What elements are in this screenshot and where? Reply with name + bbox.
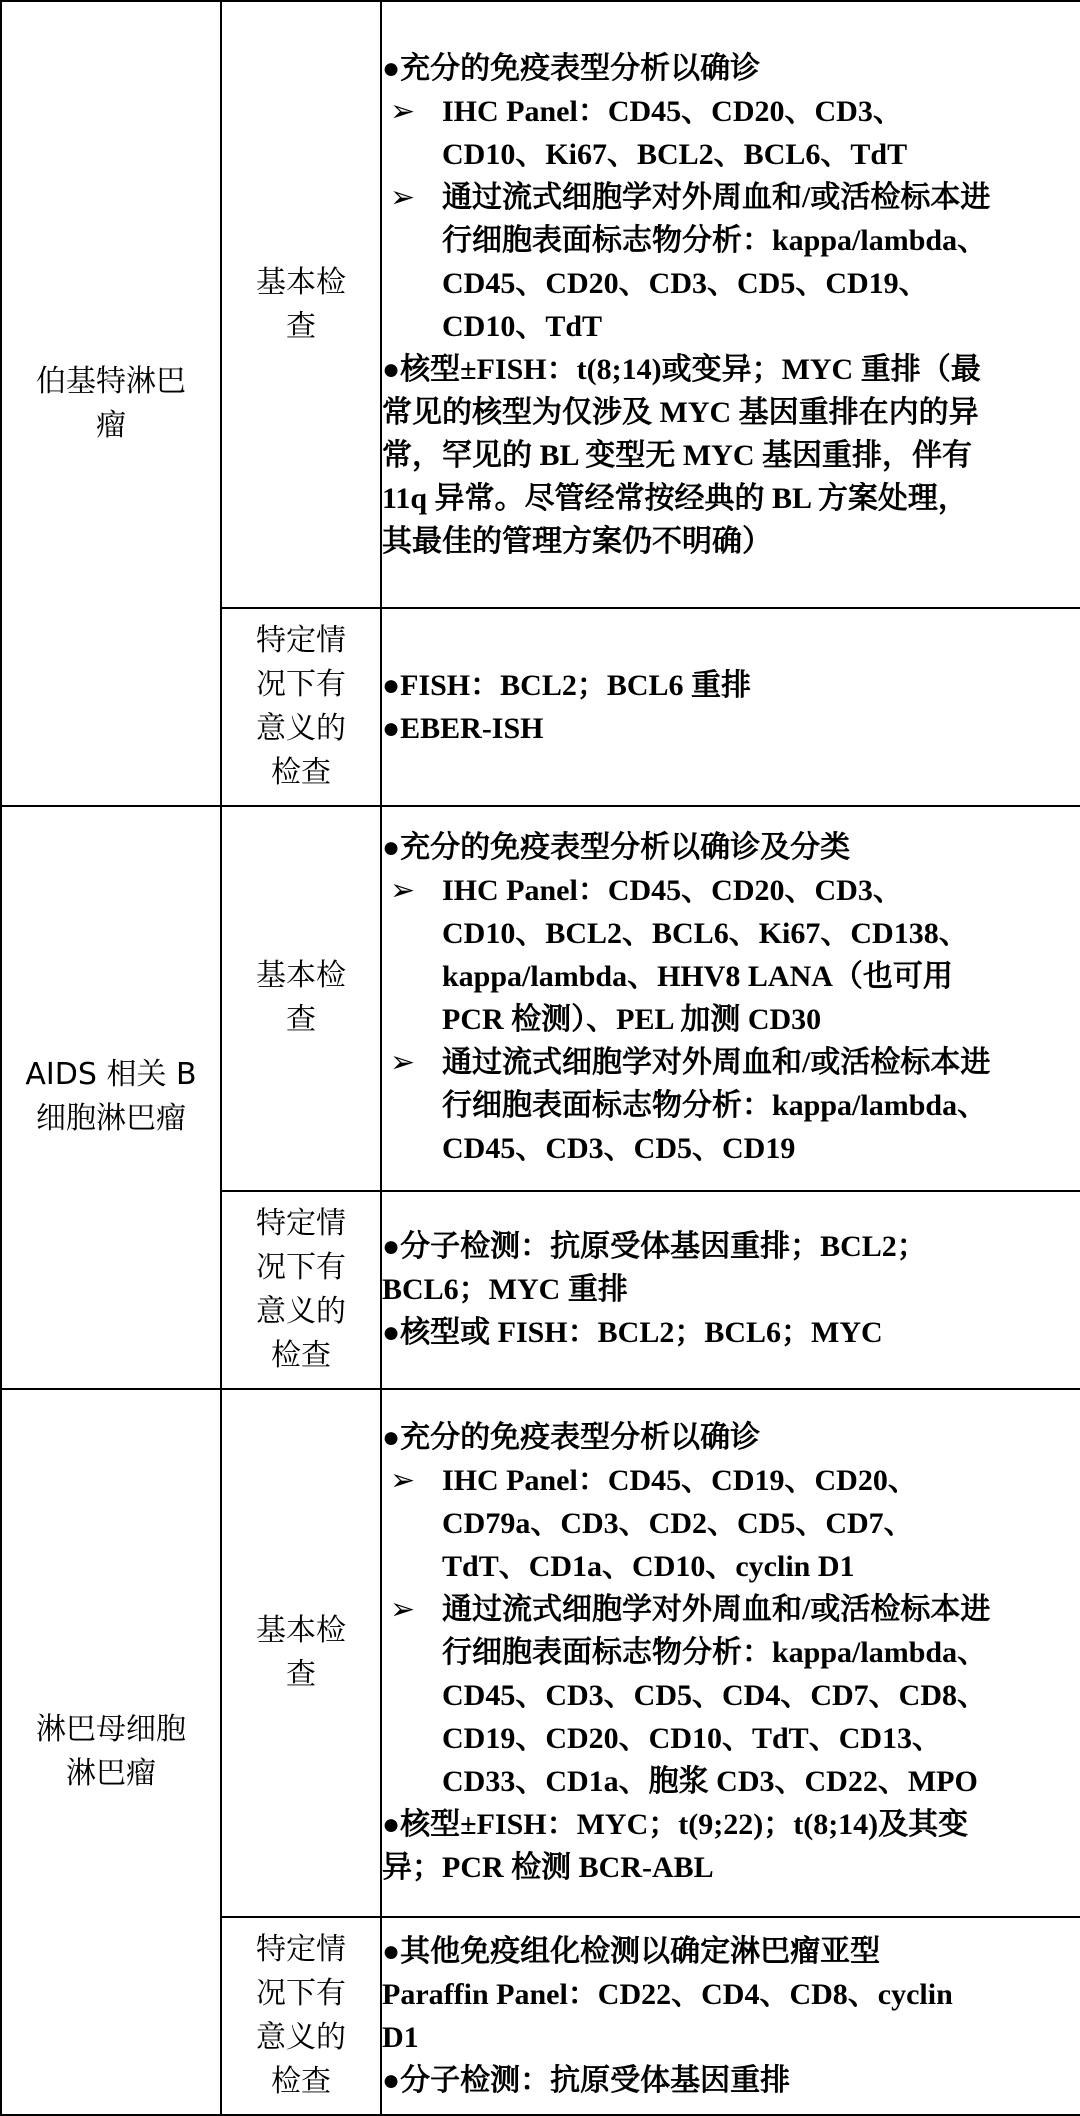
- sub-item-continuation: PCR 检测）、PEL 加测 CD30: [442, 1003, 822, 1037]
- sub-item-continuation: CD45、CD3、CD5、CD4、CD7、CD8、: [442, 1679, 987, 1713]
- disease-name-line: AIDS 相关 B: [25, 1057, 197, 1093]
- disease-name-cell: [1, 1, 221, 806]
- bullet-item-line: ●充分的免疫表型分析以确诊: [382, 51, 761, 85]
- basic-exam-label: [221, 806, 381, 1191]
- table-row: [1, 806, 1080, 1191]
- sub-item-continuation: kappa/lambda、HHV8 LANA（也可用: [442, 960, 953, 994]
- basic-exam-details: [381, 806, 1080, 1191]
- basic-exam-details: [381, 1389, 1080, 1917]
- special-exam-label: [221, 608, 381, 806]
- sub-item-line: [382, 90, 1080, 133]
- arrow-bullet-icon: ➢: [390, 874, 416, 908]
- text-line: 常见的核型为仅涉及 MYC 基因重排在内的异: [382, 395, 979, 429]
- bullet-item-line: ●其他免疫组化检测以确定淋巴瘤亚型: [382, 1935, 881, 1969]
- arrow-bullet-icon: ➢: [390, 180, 416, 214]
- category-label-line: 检查: [271, 1337, 331, 1373]
- bullet-item-line: ●核型±FISH：t(8;14)或变异；MYC 重排（最: [382, 352, 981, 386]
- basic-exam-label: [221, 1, 381, 608]
- bullet-item-line: ●核型±FISH：MYC；t(9;22)；t(8;14)及其变: [382, 1808, 969, 1842]
- disease-name-line: 淋巴母细胞: [36, 1711, 186, 1747]
- text-line: 异；PCR 检测 BCR-ABL: [382, 1851, 714, 1885]
- bullet-item-line: ●EBER-ISH: [382, 712, 544, 746]
- category-label-line: 意义的: [256, 711, 346, 747]
- category-label-line: 况下有: [256, 1976, 346, 2012]
- sub-item-continuation: CD33、CD1a、胞浆 CD3、CD22、MPO: [442, 1765, 978, 1799]
- category-label-line: 意义的: [256, 1293, 346, 1329]
- category-label-line: 意义的: [256, 2020, 346, 2056]
- category-label-line: 查: [286, 1002, 316, 1038]
- special-exam-details: [381, 1191, 1080, 1389]
- special-exam-label: [221, 1191, 381, 1389]
- text-line: D1: [382, 2021, 419, 2055]
- sub-item-text: 通过流式细胞学对外周血和/或活检标本进: [442, 1593, 991, 1627]
- sub-item-text: IHC Panel：CD45、CD20、CD3、: [442, 874, 903, 908]
- disease-name-line: 淋巴瘤: [66, 1755, 156, 1791]
- category-label-line: 查: [286, 1656, 316, 1692]
- category-label-line: 检查: [271, 2064, 331, 2100]
- category-label-line: 特定情: [256, 1205, 346, 1241]
- sub-item-text: 通过流式细胞学对外周血和/或活检标本进: [442, 1046, 991, 1080]
- sub-item-continuation: CD10、BCL2、BCL6、Ki67、CD138、: [442, 917, 969, 951]
- bullet-item-line: ●分子检测：抗原受体基因重排: [382, 2064, 791, 2098]
- bullet-item-line: ●FISH：BCL2；BCL6 重排: [382, 669, 752, 703]
- disease-name-cell: [1, 806, 221, 1389]
- sub-item-continuation: CD45、CD20、CD3、CD5、CD19、: [442, 266, 929, 300]
- sub-item-line: [382, 176, 1080, 219]
- text-line: Paraffin Panel：CD22、CD4、CD8、cyclin: [382, 1978, 953, 2012]
- table-row: [1, 1389, 1080, 1917]
- sub-item-continuation: CD10、TdT: [442, 309, 603, 343]
- arrow-bullet-icon: ➢: [390, 1464, 416, 1498]
- category-label-line: 基本检: [256, 958, 346, 994]
- sub-item-text: IHC Panel：CD45、CD20、CD3、: [442, 94, 903, 128]
- bullet-item-line: ●充分的免疫表型分析以确诊及分类: [382, 831, 851, 865]
- sub-item-line: [382, 869, 1080, 912]
- sub-item-line: [382, 1459, 1080, 1502]
- disease-name-cell: [1, 1389, 221, 2115]
- arrow-bullet-icon: ➢: [390, 1046, 416, 1080]
- disease-name-line: 伯基特淋巴: [36, 363, 186, 399]
- arrow-bullet-icon: ➢: [390, 94, 416, 128]
- category-label-line: 况下有: [256, 667, 346, 703]
- disease-name-line: 瘤: [96, 407, 126, 443]
- disease-name-line: 细胞淋巴瘤: [36, 1101, 186, 1137]
- category-label-line: 基本检: [256, 264, 346, 300]
- category-label-line: 特定情: [256, 1932, 346, 1968]
- bullet-item-line: ●分子检测：抗原受体基因重排；BCL2；: [382, 1230, 927, 1264]
- table-row: [1, 1, 1080, 608]
- sub-item-line: [382, 1588, 1080, 1631]
- sub-item-continuation: 行细胞表面标志物分析：kappa/lambda、: [442, 1636, 988, 1670]
- sub-item-continuation: CD19、CD20、CD10、TdT、CD13、: [442, 1722, 943, 1756]
- sub-item-continuation: CD79a、CD3、CD2、CD5、CD7、: [442, 1507, 914, 1541]
- sub-item-text: 通过流式细胞学对外周血和/或活检标本进: [442, 180, 991, 214]
- sub-item-continuation: CD10、Ki67、BCL2、BCL6、TdT: [442, 137, 908, 171]
- bullet-item-line: ●核型或 FISH：BCL2；BCL6；MYC: [382, 1316, 883, 1350]
- sub-item-continuation: 行细胞表面标志物分析：kappa/lambda、: [442, 223, 988, 257]
- special-exam-label: [221, 1917, 381, 2115]
- special-exam-details: [381, 608, 1080, 806]
- text-line: 11q 异常。尽管经常按经典的 BL 方案处理，: [382, 481, 968, 515]
- arrow-bullet-icon: ➢: [390, 1593, 416, 1627]
- sub-item-continuation: CD45、CD3、CD5、CD19: [442, 1132, 796, 1166]
- sub-item-continuation: 行细胞表面标志物分析：kappa/lambda、: [442, 1089, 988, 1123]
- category-label-line: 况下有: [256, 1249, 346, 1285]
- special-exam-details: [381, 1917, 1080, 2115]
- category-label-line: 检查: [271, 755, 331, 791]
- category-label-line: 基本检: [256, 1612, 346, 1648]
- category-label-line: 特定情: [256, 623, 346, 659]
- sub-item-text: IHC Panel：CD45、CD19、CD20、: [442, 1464, 918, 1498]
- text-line: BCL6；MYC 重排: [382, 1273, 628, 1307]
- sub-item-continuation: TdT、CD1a、CD10、cyclin D1: [442, 1550, 855, 1584]
- category-label-line: 查: [286, 308, 316, 344]
- basic-exam-details: [381, 1, 1080, 608]
- bullet-item-line: ●充分的免疫表型分析以确诊: [382, 1421, 761, 1455]
- text-line: 其最佳的管理方案仍不明确）: [382, 524, 772, 558]
- text-line: 常，罕见的 BL 变型无 MYC 基因重排，伴有: [382, 438, 973, 472]
- basic-exam-label: [221, 1389, 381, 1917]
- sub-item-line: [382, 1041, 1080, 1084]
